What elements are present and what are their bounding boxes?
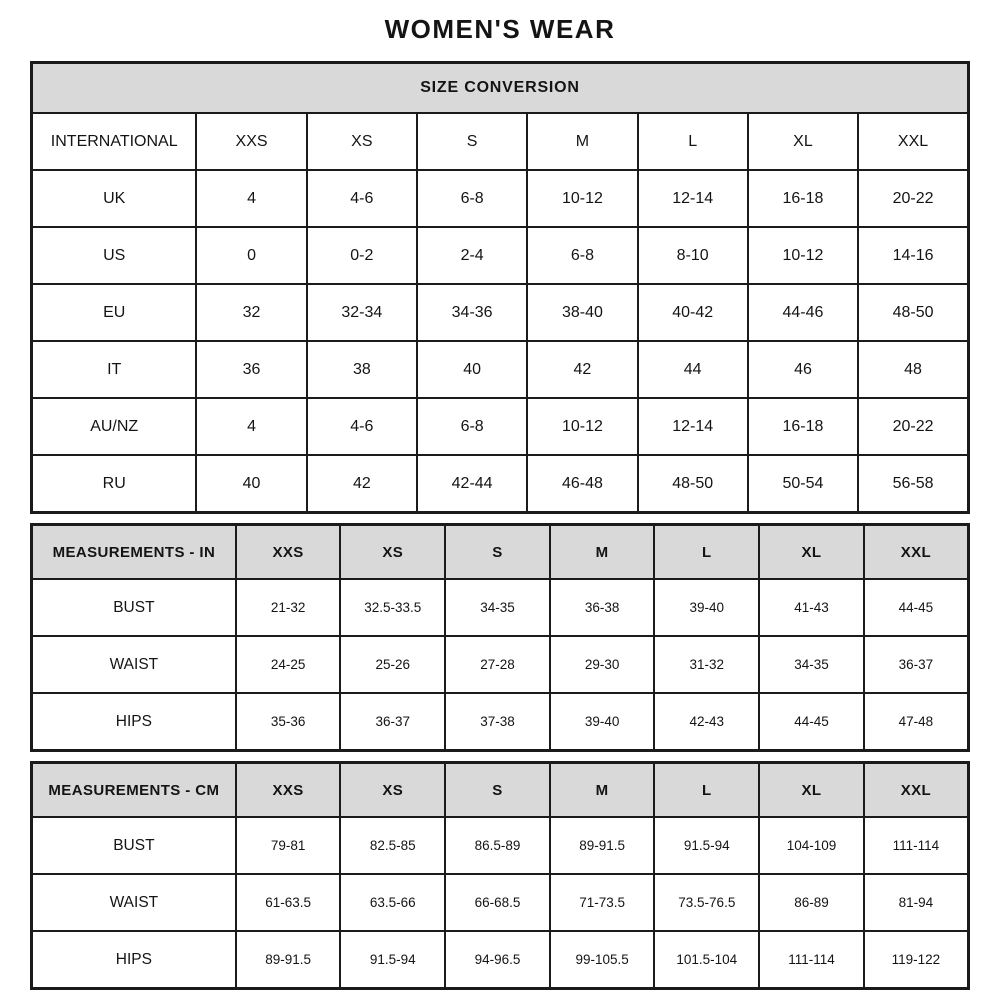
- meas-cm-row-waist: [32, 874, 969, 931]
- meas-cm-row-bust: [32, 817, 969, 874]
- meas-in-value: 34-35: [759, 636, 864, 693]
- size-value: 40: [417, 341, 527, 398]
- size-value: 46: [748, 341, 858, 398]
- meas-cm-value: 104-109: [759, 817, 864, 874]
- meas-in-value: 29-30: [550, 636, 655, 693]
- size-header-value: M: [527, 113, 637, 170]
- meas-cm-row-hips: [32, 931, 969, 989]
- meas-in-value: 39-40: [550, 693, 655, 751]
- size-label: AU/NZ: [32, 398, 197, 455]
- meas-cm-value: 79-81: [236, 817, 341, 874]
- size-value: 34-36: [417, 284, 527, 341]
- meas-cm-value: 94-96.5: [445, 931, 550, 989]
- size-value: 4-6: [307, 398, 417, 455]
- meas-cm-label: HIPS: [32, 931, 236, 989]
- size-value: 42: [307, 455, 417, 513]
- size-value: 16-18: [748, 398, 858, 455]
- meas-in-header-value: XS: [340, 525, 445, 580]
- meas-cm-value: 63.5-66: [340, 874, 445, 931]
- size-value: 4: [196, 398, 306, 455]
- meas-in-value: 25-26: [340, 636, 445, 693]
- size-header-row: [32, 113, 969, 170]
- size-value: 20-22: [858, 170, 968, 227]
- meas-in-label: HIPS: [32, 693, 236, 751]
- meas-in-value: 32.5-33.5: [340, 579, 445, 636]
- size-row-ru: [32, 455, 969, 513]
- meas-cm-value: 82.5-85: [340, 817, 445, 874]
- size-value: 12-14: [638, 170, 748, 227]
- measurements-in-table: [30, 523, 970, 752]
- size-value: 40-42: [638, 284, 748, 341]
- meas-cm-value: 86.5-89: [445, 817, 550, 874]
- size-row-it: [32, 341, 969, 398]
- size-value: 6-8: [417, 398, 527, 455]
- size-value: 6-8: [527, 227, 637, 284]
- size-value: 8-10: [638, 227, 748, 284]
- size-value: 14-16: [858, 227, 968, 284]
- meas-in-label: BUST: [32, 579, 236, 636]
- meas-in-header-value: L: [654, 525, 759, 580]
- size-value: 42: [527, 341, 637, 398]
- meas-in-value: 47-48: [864, 693, 969, 751]
- meas-in-value: 34-35: [445, 579, 550, 636]
- meas-in-value: 44-45: [759, 693, 864, 751]
- size-value: 10-12: [527, 170, 637, 227]
- meas-cm-header-value: XS: [340, 763, 445, 818]
- size-value: 38-40: [527, 284, 637, 341]
- meas-cm-value: 91.5-94: [654, 817, 759, 874]
- meas-cm-value: 86-89: [759, 874, 864, 931]
- meas-in-value: 24-25: [236, 636, 341, 693]
- size-header-value: L: [638, 113, 748, 170]
- size-value: 48: [858, 341, 968, 398]
- meas-cm-header-row: [32, 763, 969, 818]
- meas-in-value: 37-38: [445, 693, 550, 751]
- size-value: 10-12: [527, 398, 637, 455]
- meas-in-header-value: XXS: [236, 525, 341, 580]
- meas-in-value: 36-37: [864, 636, 969, 693]
- meas-in-row-waist: [32, 636, 969, 693]
- measurements-in-header: [32, 525, 969, 580]
- size-label: UK: [32, 170, 197, 227]
- size-value: 36: [196, 341, 306, 398]
- meas-cm-value: 111-114: [759, 931, 864, 989]
- size-value: 4-6: [307, 170, 417, 227]
- size-value: 32-34: [307, 284, 417, 341]
- measurements-cm-body: [32, 817, 969, 989]
- meas-in-header-label: MEASUREMENTS - IN: [32, 525, 236, 580]
- size-value: 46-48: [527, 455, 637, 513]
- size-value: 12-14: [638, 398, 748, 455]
- meas-cm-value: 66-68.5: [445, 874, 550, 931]
- size-label: IT: [32, 341, 197, 398]
- size-value: 6-8: [417, 170, 527, 227]
- size-value: 32: [196, 284, 306, 341]
- meas-in-value: 41-43: [759, 579, 864, 636]
- size-header-value: S: [417, 113, 527, 170]
- measurements-cm-header: [32, 763, 969, 818]
- size-conversion-title: SIZE CONVERSION: [32, 63, 969, 114]
- size-value: 0-2: [307, 227, 417, 284]
- size-row-aunz: [32, 398, 969, 455]
- meas-cm-header-value: M: [550, 763, 655, 818]
- size-value: 4: [196, 170, 306, 227]
- size-value: 44-46: [748, 284, 858, 341]
- size-value: 2-4: [417, 227, 527, 284]
- meas-cm-value: 89-91.5: [236, 931, 341, 989]
- meas-cm-value: 71-73.5: [550, 874, 655, 931]
- meas-in-value: 36-37: [340, 693, 445, 751]
- meas-cm-label: WAIST: [32, 874, 236, 931]
- page-title: WOMEN'S WEAR: [384, 14, 616, 44]
- size-header-value: XS: [307, 113, 417, 170]
- size-value: 16-18: [748, 170, 858, 227]
- meas-cm-header-value: XXL: [864, 763, 969, 818]
- meas-in-header-value: S: [445, 525, 550, 580]
- size-label: RU: [32, 455, 197, 513]
- size-value: 50-54: [748, 455, 858, 513]
- meas-in-row-hips: [32, 693, 969, 751]
- meas-in-value: 39-40: [654, 579, 759, 636]
- size-header-value: XXS: [196, 113, 306, 170]
- meas-cm-header-value: L: [654, 763, 759, 818]
- size-row-eu: [32, 284, 969, 341]
- measurements-in-body: [32, 579, 969, 751]
- meas-cm-header-value: XL: [759, 763, 864, 818]
- size-conversion-table: [30, 61, 970, 514]
- meas-in-header-value: XXL: [864, 525, 969, 580]
- meas-cm-value: 119-122: [864, 931, 969, 989]
- size-value: 42-44: [417, 455, 527, 513]
- meas-cm-value: 111-114: [864, 817, 969, 874]
- size-header-value: XXL: [858, 113, 968, 170]
- meas-cm-value: 61-63.5: [236, 874, 341, 931]
- meas-cm-header-label: MEASUREMENTS - CM: [32, 763, 236, 818]
- size-row-us: [32, 227, 969, 284]
- meas-cm-label: BUST: [32, 817, 236, 874]
- meas-in-value: 44-45: [864, 579, 969, 636]
- size-value: 0: [196, 227, 306, 284]
- meas-in-row-bust: [32, 579, 969, 636]
- meas-cm-value: 89-91.5: [550, 817, 655, 874]
- meas-cm-value: 81-94: [864, 874, 969, 931]
- size-label: EU: [32, 284, 197, 341]
- size-conversion-banner-row: [32, 63, 969, 114]
- size-value: 40: [196, 455, 306, 513]
- size-label: US: [32, 227, 197, 284]
- meas-in-value: 42-43: [654, 693, 759, 751]
- meas-in-value: 31-32: [654, 636, 759, 693]
- meas-cm-value: 99-105.5: [550, 931, 655, 989]
- size-row-uk: [32, 170, 969, 227]
- size-value: 10-12: [748, 227, 858, 284]
- size-value: 48-50: [858, 284, 968, 341]
- size-header-value: XL: [748, 113, 858, 170]
- size-value: 44: [638, 341, 748, 398]
- measurements-cm-table: [30, 761, 970, 990]
- meas-in-header-value: M: [550, 525, 655, 580]
- size-value: 38: [307, 341, 417, 398]
- meas-in-header-value: XL: [759, 525, 864, 580]
- meas-in-value: 21-32: [236, 579, 341, 636]
- meas-in-value: 35-36: [236, 693, 341, 751]
- size-value: 48-50: [638, 455, 748, 513]
- meas-cm-value: 73.5-76.5: [654, 874, 759, 931]
- size-value: 20-22: [858, 398, 968, 455]
- size-conversion-body: [32, 113, 969, 513]
- meas-in-label: WAIST: [32, 636, 236, 693]
- meas-in-value: 27-28: [445, 636, 550, 693]
- meas-cm-value: 91.5-94: [340, 931, 445, 989]
- meas-in-value: 36-38: [550, 579, 655, 636]
- meas-cm-header-value: S: [445, 763, 550, 818]
- meas-cm-header-value: XXS: [236, 763, 341, 818]
- meas-in-header-row: [32, 525, 969, 580]
- size-value: 56-58: [858, 455, 968, 513]
- size-header-label: INTERNATIONAL: [32, 113, 197, 170]
- meas-cm-value: 101.5-104: [654, 931, 759, 989]
